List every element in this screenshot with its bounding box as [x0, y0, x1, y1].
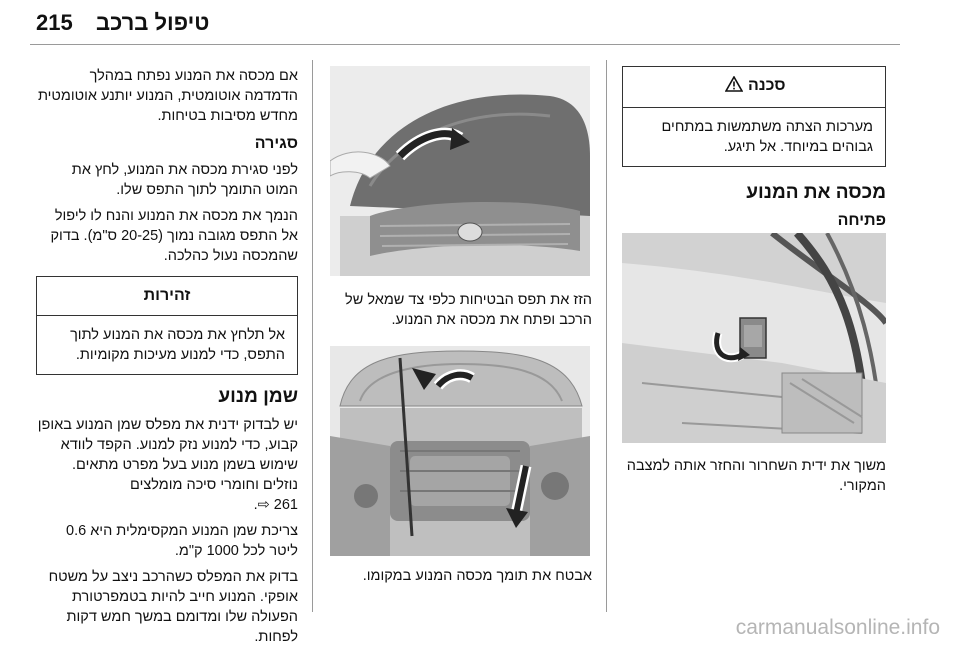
column-divider-right [606, 60, 607, 612]
danger-box-header [623, 67, 885, 108]
column-divider-left [312, 60, 313, 612]
danger-title: סכנה [747, 77, 786, 94]
column-right [622, 66, 886, 237]
paragraph-closing-1: לפני סגירת מכסה את המנוע, לחץ את המוט התומך לתוך התפס שלו. [71, 162, 298, 198]
watermark: carmanualsonline.info [735, 616, 940, 639]
page-header [0, 0, 960, 46]
illustration-release-lever [622, 233, 886, 443]
warning-triangle-icon [725, 76, 743, 98]
section-title-engine-oil: שמן מנוע [218, 386, 298, 407]
caption-release-lever: משוך את ידית השחרור והחזר אותה למצבה המקורי. [626, 458, 886, 494]
oil-cross-reference: 261 ⇨. [253, 497, 298, 513]
section-title: מכסה את המנוע [746, 182, 886, 203]
chapter-title: טיפול ברכב [96, 10, 210, 35]
subsection-title-closing: סגירה [254, 135, 298, 152]
subsection-title-opening: פתיחה [837, 212, 886, 229]
page-number: 215 [36, 10, 73, 35]
header-rule [30, 44, 900, 45]
caution-title: זהירות [37, 277, 297, 316]
paragraph-auto-stop: אם מכסה את המנוע נפתח במהלך הדמדמה אוטומטית, המנוע יותנע אוטומטית מחדש מסיבות בטיחות. [37, 68, 298, 124]
illustration-hood-safety-catch [330, 66, 590, 276]
caution-text: אל תלחץ את מכסה את המנוע לתוך התפס, כדי למנוע מעיכות מקומיות. [70, 327, 285, 363]
column-left [36, 66, 298, 653]
illustration-hood-prop-rod [330, 346, 590, 556]
paragraph-oil-2: צריכת שמן המנוע המקסימלית היא 0.6 ליטר לכל 1000 ק"מ. [66, 523, 298, 559]
paragraph-oil-1: יש לבדוק ידנית את מפלס שמן המנוע באופן קבוע, כדי למנוע נזק למנוע. הקפד לוודא שימוש בשמן מנוע בעל מפרט מתאים. נוזלים וחומרי סיכה מומלצים [37, 417, 298, 493]
caption-safety-catch: הזז את תפס הבטיחות כלפי צד שמאל של הרכב ופתח את מכסה את המנוע. [345, 292, 592, 328]
danger-box [622, 66, 886, 167]
danger-text: מערכות הצתה משתמשות במתחים גבוהים במיוחד. אל תיגע. [661, 119, 873, 155]
caption-prop-rod: אבטח את תומך מכסה המנוע במקומו. [362, 568, 592, 584]
paragraph-closing-2: הנמך את מכסה את המנוע והנח לו ליפול אל התפס מגובה נמוך (20-25 ס"מ). בדוק שהמכסה נעול כהלכה. [50, 208, 298, 264]
caution-box [36, 276, 298, 375]
paragraph-oil-3: בדוק את המפלס כשהרכב ניצב על משטח אופקי. המנוע חייב להיות בטמפרטורת הפעולה שלו ומדומם במשך חמש דקות לפחות. [48, 569, 298, 645]
